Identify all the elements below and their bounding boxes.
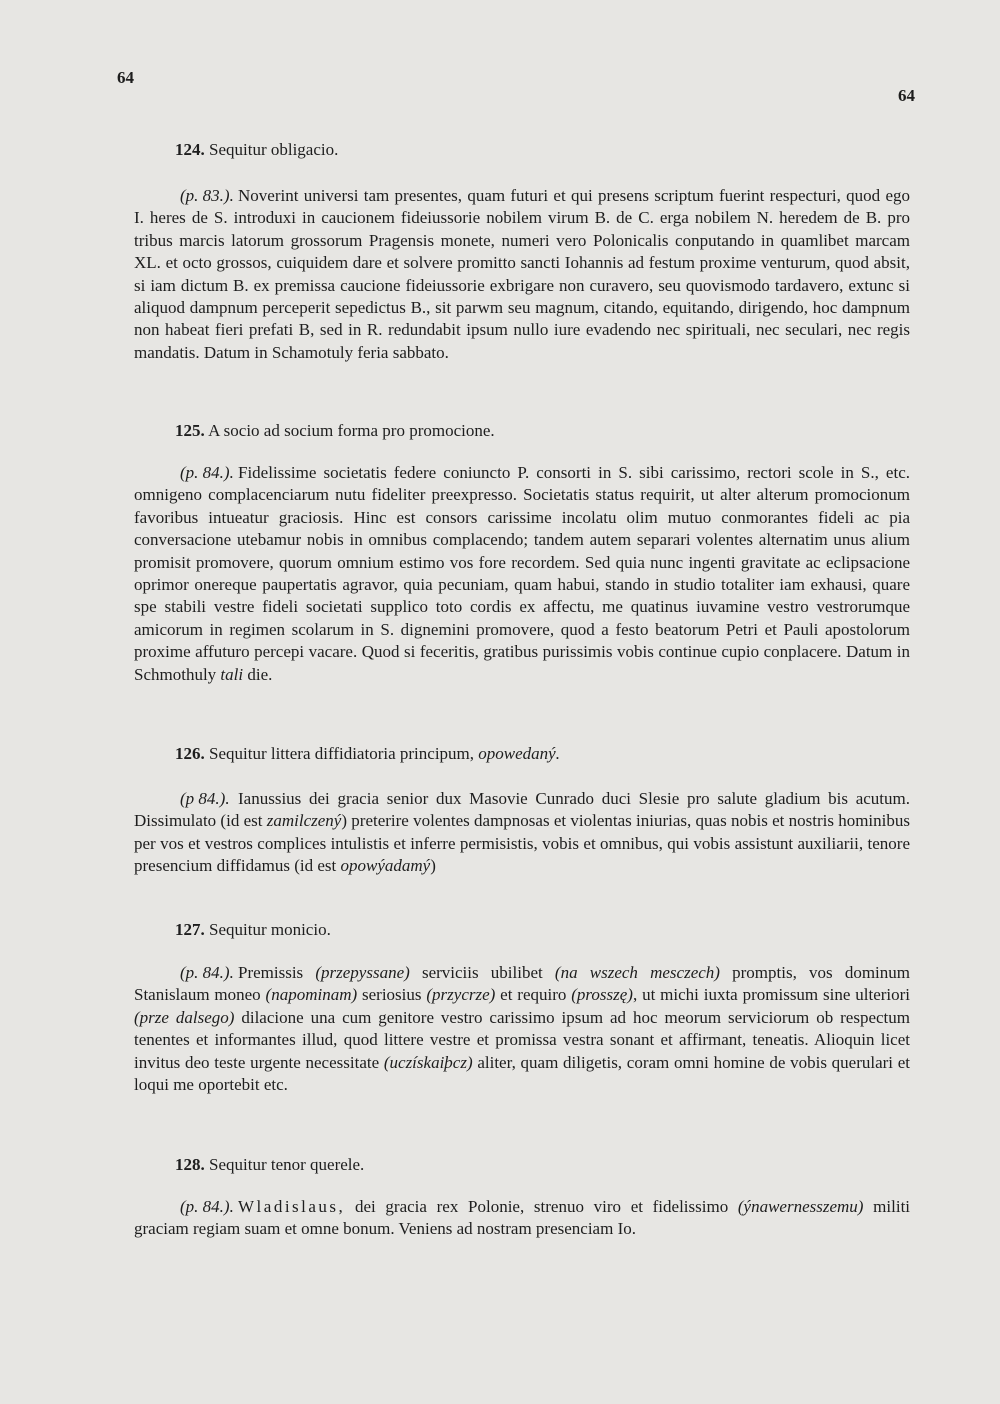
entry-text: Premissis (przepyssane) serviciis ubilibet (na wszech mesczech) promptis, vos dominum Stanislaum moneo (napominam) seriosius (przycrze) et requiro (prosszę), ut michi iuxta promissum sine ulteriori (prze dalsego) dilacione una cum genitore vestro carissimo ipsum ad hoc meorum serviciorum ob respectum tenentes et informantes illud, quod littere vestre et promissa vestra sonant et affirmant, teneatis. Alioquin licet invitus deo teste urgente necessitate (uczískaiþcz) aliter, quam diligetis, coram omni homine de vobis querulari et loqui me oportebit etc.	[134, 963, 911, 1095]
entry-text-end: die.	[247, 664, 273, 684]
entry-text: Noverint universi tam presentes, quam futuri et qui presens scriptum fuerint respecturi, quod ego I. heres de S. introduxi in caucionem fideiussorie nobilem virum B. de C. erga nobilem N. heredem de B. pro tribus marcis latorum grossorum Pragensis monete, numeri vero Polonicalis conputando in quamlibet marcam XL. et octo grossos, cuiquidem dare et solvere promitto sancti Iohannis ad festum proxime venturum, quod absit, si iam dictum B. ex premissa caucione fideiussorie exbrigare non curavero, seu quovismodo tardavero, extunc si aliquod dampnum perceperit sepedictus B., sit parwm seu magnum, citando, equitando, dirigendo, hoc dampnum non habeat fieri prefati B, sed in R. redundabit ipsum nullo iure evadendo nec spirituali, nec seculari, nec regis mandatis. Datum in Schamotuly feria sabbato.	[134, 186, 910, 362]
entry-title: A socio ad socium forma pro promocione.	[208, 421, 495, 440]
entry-heading-128	[175, 1155, 364, 1175]
entry-text-italic: tali	[220, 664, 244, 684]
entry-text: )	[430, 856, 436, 876]
page-reference: (p. 84.).	[180, 1197, 234, 1216]
entry-number: 127.	[175, 920, 205, 939]
entry-title: Sequitur tenor querele.	[209, 1155, 365, 1174]
page-number-left: 64	[117, 68, 134, 87]
entry-body-125	[134, 462, 910, 686]
page-reference: (p. 84.).	[180, 963, 234, 982]
entry-number: 124.	[175, 140, 205, 159]
entry-text: Ianussius dei gracia senior dux Masovie Cunrado duci Slesie pro salute gladium bis acutum. Dissimulato (id est	[134, 789, 910, 831]
entry-number: 125.	[175, 421, 205, 440]
gloss: (przycrze)	[426, 985, 496, 1005]
gloss: (przepyssane)	[315, 963, 410, 982]
entry-title: Sequitur obligacio.	[209, 140, 339, 159]
entry-heading-124	[175, 140, 338, 160]
entry-body-124	[134, 185, 910, 364]
entry-body-126	[134, 788, 910, 878]
entry-heading-126	[175, 744, 560, 764]
gloss: (prosszę)	[571, 985, 633, 1005]
entry-title: Sequitur littera diffidiatoria principum,	[209, 744, 475, 763]
gloss: (prze dalsego)	[134, 1007, 235, 1027]
page-reference: (p 84.).	[180, 789, 230, 808]
gloss: (na wszech mesczech)	[554, 963, 720, 982]
gloss: (uczískaiþcz)	[383, 1052, 473, 1072]
gloss: (napominam)	[265, 985, 358, 1005]
entry-body-127	[134, 962, 910, 1096]
entry-text: Fidelissime societatis federe coniuncto P. consorti in S. sibi carissimo, rectori scole in S., etc. omnigeno complacenciarum nutu fideliter preexpresso. Societatis status requirit, ut alter alterum promocionum favoribus intueatur graciosis. Hinc est consors carissime incolatu olim mutuo conmorantes fideli ac pia conversacione utebamur nobis in omnibus complacendo; tandem autem separari volentes alternatim unus alium promisit promovere, quorum omnium estimo vos fore recordem. Sed quia nunc ingenti gravitate ac eclipsacione oprimor onereque paupertatis agravor, quia pecuniam, quam habui, stando in studio totaliter iam exhausi, quare spe stabili vestre fideli societati supplico toto cordis ex affectu, me quatinus iuvamine vestro vestrorumque amicorum in regimen scolarum in S. dignemini promovere, quod a festo beatorum Petri et Pauli apostolorum proxime affuturo percepi vacare. Quod si feceritis, gratibus purissimis vobis continue cupio conplacere. Datum in Schmothuly	[134, 463, 910, 684]
entry-text: dei gracia rex Polonie, strenuo viro et fidelissimo	[354, 1197, 729, 1216]
entry-title: Sequitur monicio.	[209, 920, 331, 939]
page-reference: (p. 83.).	[180, 186, 234, 205]
entry-title-italic: opowedaný.	[478, 744, 560, 763]
entry-number: 128.	[175, 1155, 205, 1174]
entry-heading-125	[175, 421, 495, 441]
gloss: opowýadamý	[340, 856, 431, 876]
gloss: (ýnawernesszemu)	[737, 1197, 864, 1216]
entry-body-128	[134, 1196, 910, 1241]
entry-heading-127	[175, 920, 331, 940]
entry-number: 126.	[175, 744, 205, 763]
entry-text: ) preterire volentes dampnosas et violentas iniurias, quas nobis et nostris hominibus per vos et vestros complices intulistis et inferre permisistis, vobis et omnibus, qui vobis assistunt auxiliarii, tenore presencium diffidamus (id est	[134, 811, 910, 876]
page-number-right: 64	[898, 86, 915, 105]
gloss: zamilczený	[266, 811, 342, 831]
page-reference: (p. 84.).	[180, 463, 234, 482]
entry-name: Wladislaus,	[238, 1197, 346, 1216]
entry-text: militi graciam regiam suam et omne bonum. Veniens ad nostram presenciam Io.	[134, 1197, 911, 1239]
